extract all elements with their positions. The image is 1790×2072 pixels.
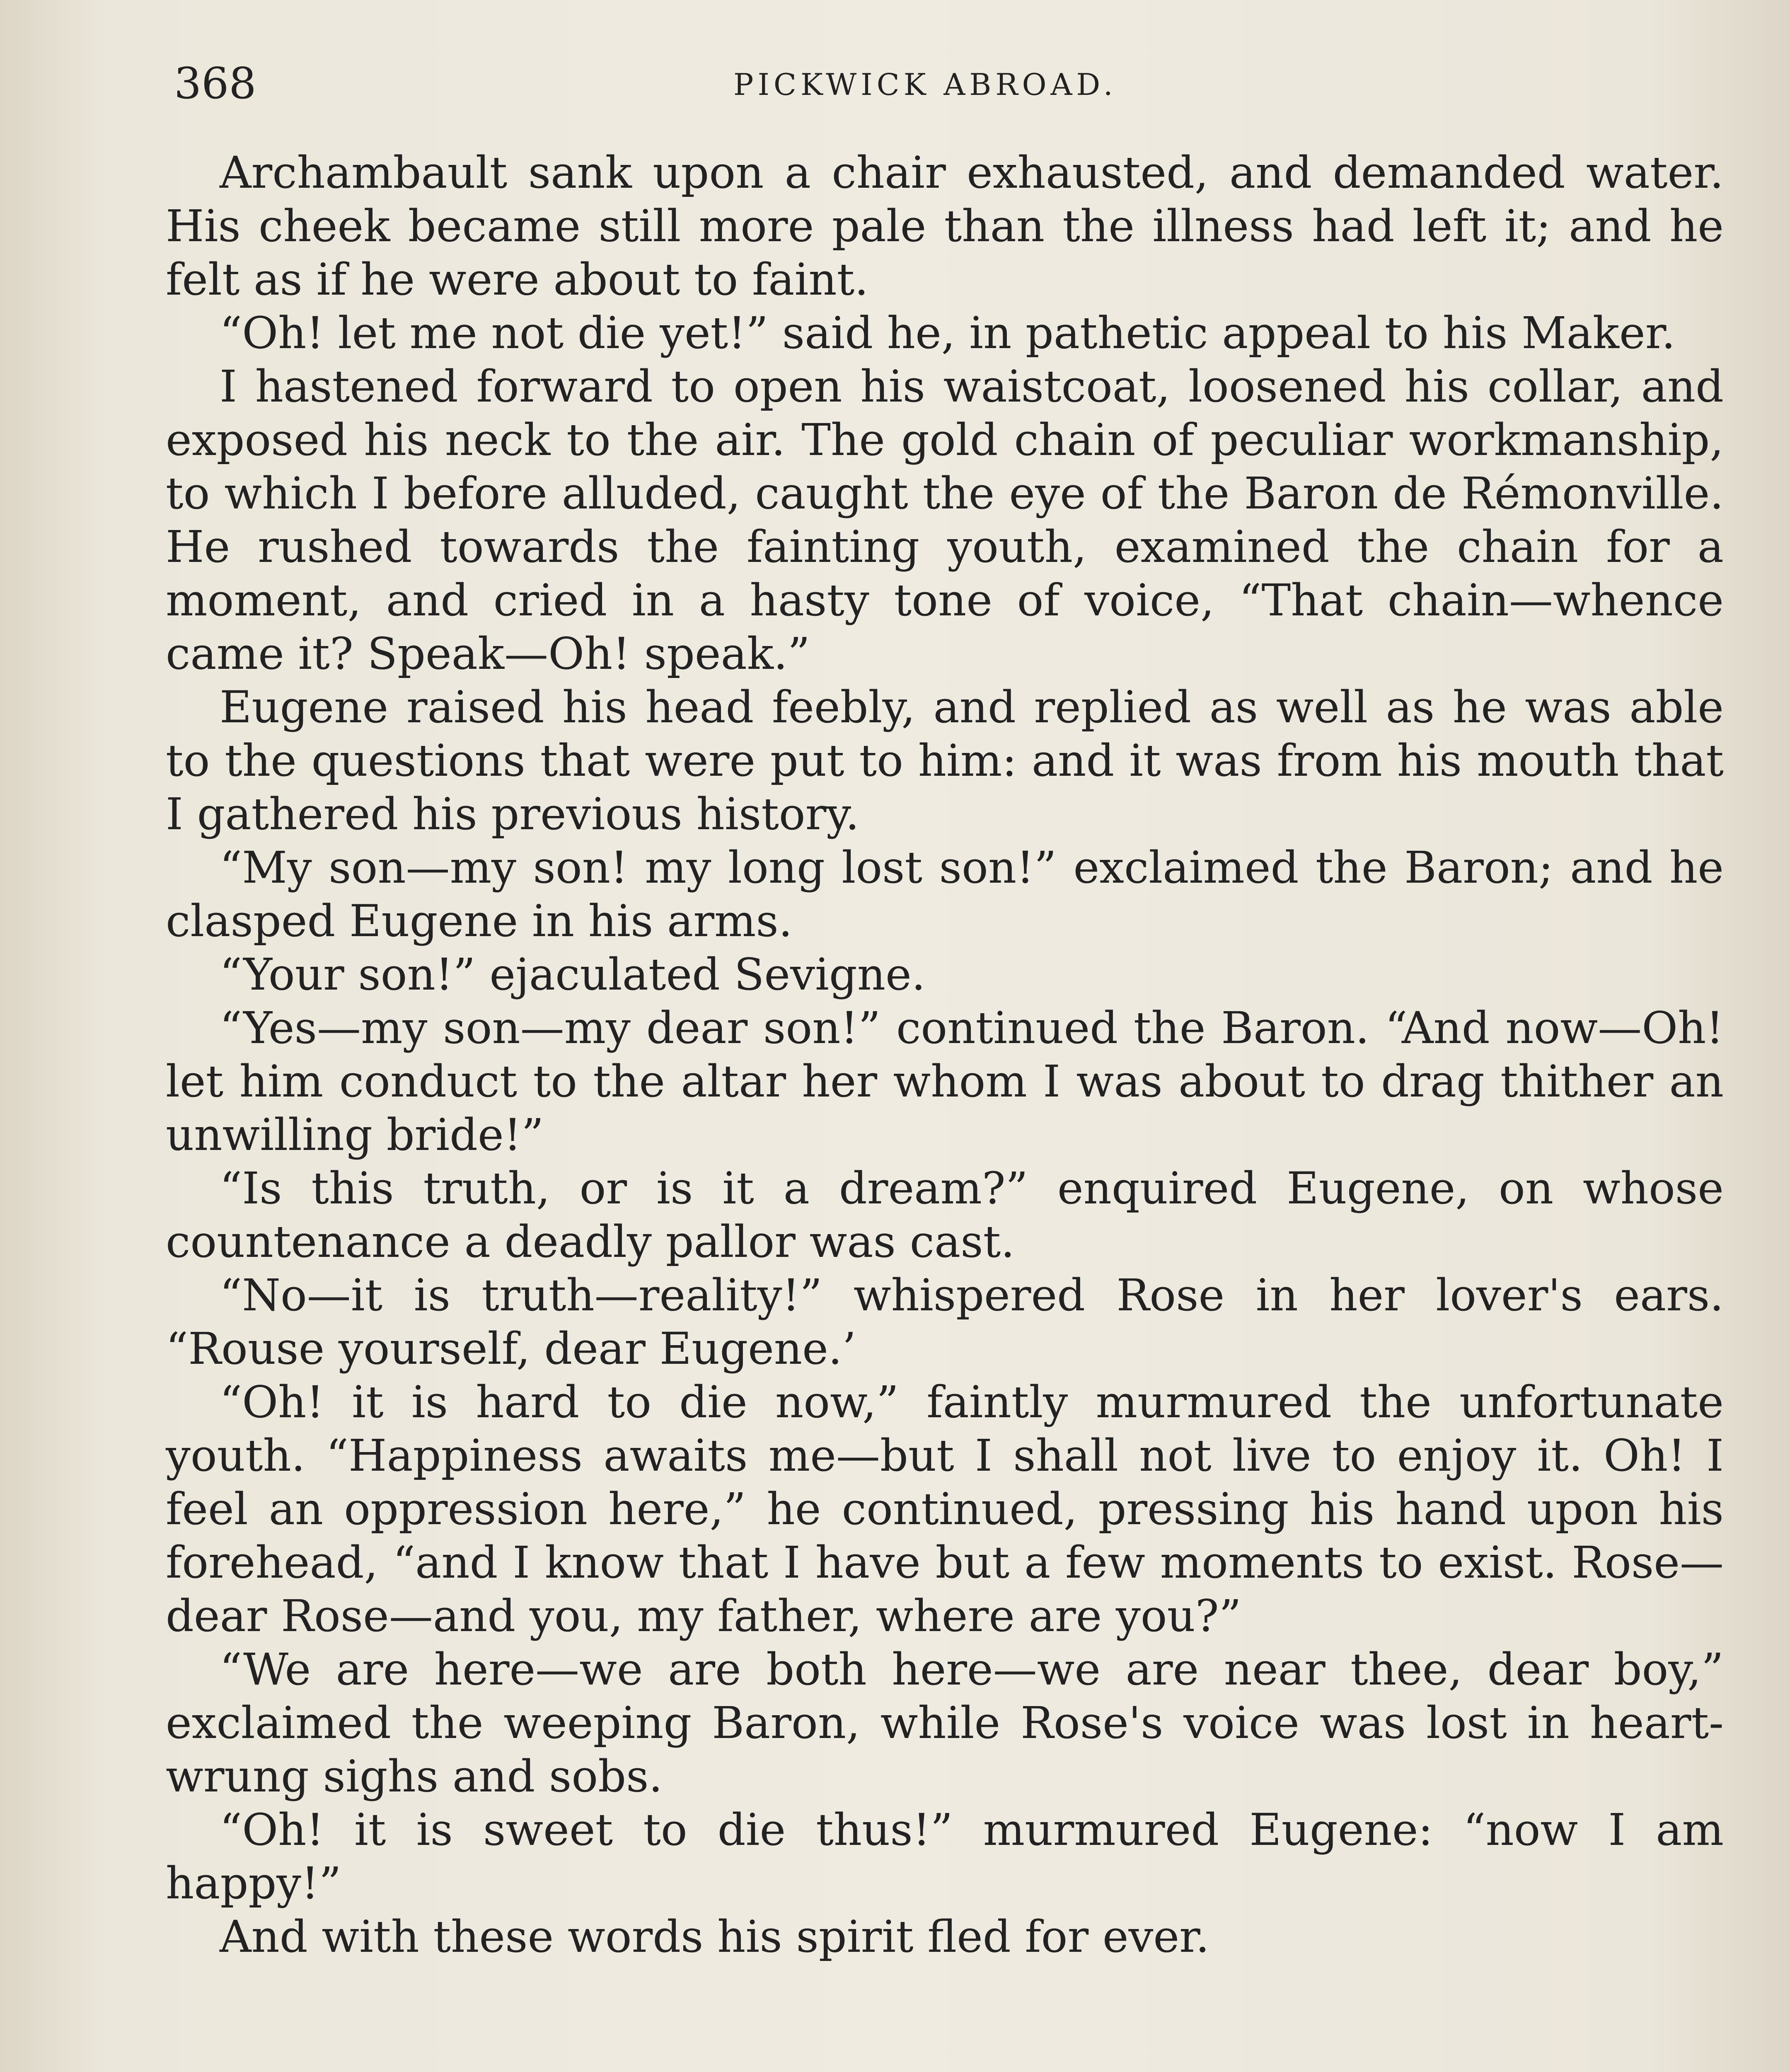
paragraph: And with these words his spirit fled for ever. [220,1911,1209,1962]
paragraph: “My son—my son! my long lost son!” exclaimed the Baron; and he clasped Eugene in his arms. [166,842,1724,946]
paragraph: “Oh! let me not die yet!” said he, in pathetic appeal to his Maker. [220,307,1676,358]
page-header [166,58,1715,108]
page-number: 368 [174,58,256,109]
paragraph: I hastened forward to open his waistcoat, loosened his collar, and exposed his neck to the air. The gold chain of peculiar workmanship, to which I before alluded, caught the eye of the Baron de Rémonville. He rushed towards the fainting youth, examined the chain for a moment, and cried in a hasty tone of voice, “That chain—whence came it? Speak—Oh! speak.” [166,361,1724,679]
paragraph: Archambault sank upon a chair exhausted, and demanded water. His cheek became still more pale than the illness had left it; and he felt as if he were about to faint. [166,147,1724,305]
paragraph: “Yes—my son—my dear son!” continued the Baron. “And now—Oh! let him conduct to the altar her whom I was about to drag thither an unwilling bride!” [166,1002,1724,1160]
paragraph: “Oh! it is hard to die now,” faintly murmured the unfortunate youth. “Happiness awaits me—but I shall not live to enjoy it. Oh! I feel an oppression here,” he continued, pressing his hand upon his forehead, “and I know that I have but a few moments to exist. Rose—dear Rose—and you, my father, where are you?” [166,1377,1724,1641]
paragraph: Eugene raised his head feebly, and replied as well as he was able to the questions that were put to him: and it was from his mouth that I gathered his previous history. [166,682,1724,840]
paragraph: “Is this truth, or is it a dream?” enquired Eugene, on whose countenance a deadly pallor was cast. [166,1163,1724,1267]
paragraph: “Your son!” ejaculated Sevigne. [220,949,926,1000]
running-head: PICKWICK ABROAD. [733,67,1117,102]
paragraph: “No—it is truth—reality!” whispered Rose in her lover's ears. “Rouse yourself, dear Eugene.’ [166,1270,1724,1374]
paragraph: “We are here—we are both here—we are near thee, dear boy,” exclaimed the weeping Baron, while Rose's voice was lost in heart-wrung sighs and sobs. [166,1644,1724,1802]
body-text [166,146,1724,1963]
paragraph: “Oh! it is sweet to die thus!” murmured Eugene: “now I am happy!” [166,1804,1724,1909]
